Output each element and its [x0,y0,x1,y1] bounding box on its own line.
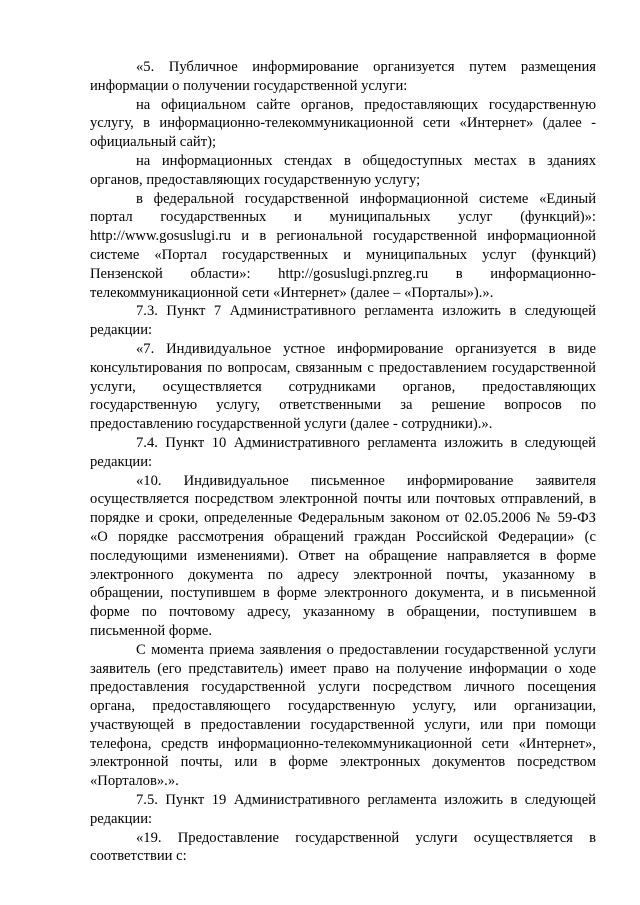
paragraph-public-informing: «5. Публичное информирование организуется путем размещения информации о получении государственной услуги: [90,59,596,94]
paragraph-written-informing: «10. Индивидуальное письменное информирование заявителя осуществляется посредством электронной почты или почтовых отправлений, в порядке и сроки, определенные Федеральным законом от 02.05.2006 № 59-ФЗ «О порядке рассмотрения обращений граждан Российской Федерации» (с последующими изменениями). Ответ на обращение направляется в форме электронного документа по адресу электронной почты, указанному в обращении, поступившем в форме электронного документа, и в письменной форме по почтовому адресу, указанному в обращении, поступившем в письменной форме. [90,472,596,639]
paragraph-info-stands: на информационных стендах в общедоступных местах в зданиях органов, предоставляющих государственную услугу; [90,152,596,188]
paragraph-oral-informing: «7. Индивидуальное устное информирование организуется в виде консультирования по вопросам, связанным с предоставлением государственной услуги, осуществляется сотрудниками органов, предоставляющих государственную услугу, ответственными за решение вопросов по предоставлению государственной услуги (далее - сотрудники).». [90,340,596,433]
paragraph-amend-7-5: 7.5. Пункт 19 Административного регламента изложить в следующей редакции: [90,792,596,827]
paragraph-portals: в федеральной государственной информационной системе «Единый портал государственных и муниципальных услуг (функций)»: http://www.gosuslugi.ru и в региональной государственной информационной системе «Портал государственных и муниципальных услуг (функций) Пензенской области»: http://gosuslugi.pnzreg.ru в информационно-телекоммуникационной сети «Интернет» (далее – «Порталы»).». [90,190,596,301]
paragraph-official-site: на официальном сайте органов, предоставляющих государственную услугу, в информационно-телекоммуникационной сети «Интернет» (далее - официальный сайт); [90,96,596,151]
paragraph-service-basis: «19. Предоставление государственной услуги осуществляется в соответствии с: [90,829,596,865]
document-page [90,58,596,866]
paragraph-status-info: С момента приема заявления о предоставлении государственной услуги заявитель (его представитель) имеет право на получение информации о ходе предоставления государственной услуги посредством личного посещения органа, предоставляющего государственную услугу, или организации, участвующей в предоставлении государственной услуги, или при помощи телефона, средств информационно-телекоммуникационной сети «Интернет», электронной почты, или в форме электронных документов посредством «Порталов».». [90,641,596,790]
paragraph-amend-7-3: 7.3. Пункт 7 Административного регламента изложить в следующей редакции: [90,303,596,339]
paragraph-amend-7-4: 7.4. Пункт 10 Административного регламента изложить в следующей редакции: [90,434,596,470]
